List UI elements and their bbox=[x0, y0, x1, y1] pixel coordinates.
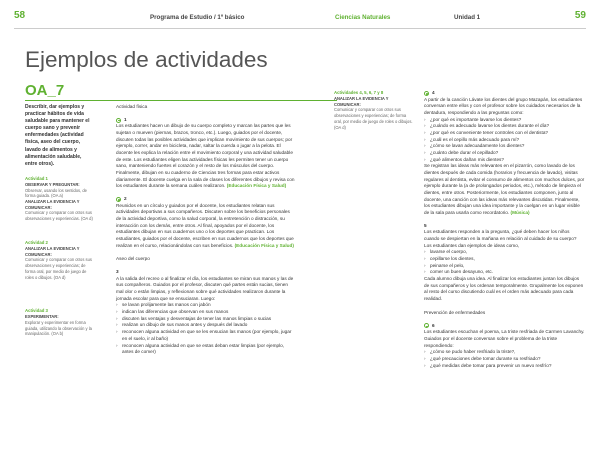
activity-number: 1 bbox=[116, 117, 296, 124]
list-item: › indican las diferencias que observan en sus manos bbox=[116, 309, 296, 316]
list-item: › ¿cómo se pudo haber resfriado la triste?, bbox=[424, 349, 585, 356]
activity-number: 4 bbox=[424, 90, 585, 97]
activity-bullet-icon bbox=[424, 91, 429, 96]
tag-description: Explorar y experimentar en forma guiada, utilizando la observación y la manipulación. (OA b) bbox=[25, 319, 92, 337]
activity-number: 5 bbox=[424, 222, 427, 228]
activity-text: Los estudiantes hacen un dibujo de su cuerpo completo y marcan las partes que les sujetan o mueven (piernas, brazos, tronco, etc.). Luego, guiados por el docente, discuten todas las posibles actividades que implican movimiento de sus cuerpos; por ejemplo, correr, andar en bicicleta, nadar, saltar la cuerda o jugar a la pelota. El docente les explica la relación entre el movimiento corporal y una actividad saludable de este. Los estudiantes eligen las actividades físicas les permiten tener un cuerpo sano, manteniendo fuertes el corazón y el resto de los músculos del cuerpo. Finalmente, dibujan en su cuaderno de Ciencias tres formas para estar activos diariamente. El docente cuelga en la sala de clases los diferentes dibujos y revisa con los estudiantes durante la semana cuáles realizaron. (Educación Física y Salud) bbox=[116, 123, 295, 189]
activity-list bbox=[424, 349, 585, 369]
tag-heading: Actividad 2 bbox=[25, 239, 48, 245]
activities-column-left bbox=[116, 104, 296, 356]
list-item: › comer un buen desayuno, etc. bbox=[424, 269, 585, 276]
list-item: › ¿cuándo es adecuado lavarse los dientes durante el día? bbox=[424, 123, 585, 130]
activity-text: Los estudiantes escuchan el poema, La triste resfriada de Carmen Lavanchy. Guiados por el docente conversan sobre el problema de la triste respondiendo: bbox=[424, 329, 585, 348]
page-title: Ejemplos de actividades bbox=[25, 47, 268, 72]
activity-list bbox=[116, 302, 296, 355]
list-item: › reconocen alguna actividad en que se estas deban estar limpias (por ejemplo, antes de comer) bbox=[116, 343, 296, 356]
list-item: › cepillarse los dientes, bbox=[424, 256, 585, 263]
activity-list bbox=[424, 249, 585, 276]
page-number-left: 58 bbox=[14, 10, 26, 21]
subject-label: Ciencias Naturales bbox=[335, 14, 391, 21]
list-item: › lavarse el cuerpo, bbox=[424, 249, 585, 256]
list-item: › ¿qué precauciones debe tomar durante su resfriado? bbox=[424, 356, 585, 363]
skills-column-right bbox=[334, 90, 414, 130]
activity-text: A partir de la canción Lávate los dientes del grupo Mazapán, los estudiantes conversan entre ellos y con el profesor sobre los cuidados necesarios de la dentadura, respondiendo a las preguntas como: bbox=[424, 96, 583, 116]
list-item: › ¿cuánto debe durar el cepillado? bbox=[424, 150, 585, 157]
list-item: › reconocen alguna actividad en que se les ensucian las manos (por ejemplo, jugar en el suelo, ir al baño) bbox=[116, 329, 296, 342]
activity-text: Los estudiantes responden a la pregunta, ¿qué deben hacer los niños cuando se despiertan en la mañana en relación al cuidado de su cuerpo? Los estudiantes dan ejemplos de ideas como, bbox=[424, 229, 577, 248]
list-item: › discuten las ventajas y desventajas de tener las manos limpias o sucias bbox=[116, 316, 296, 323]
skill-tag-activity-1 bbox=[25, 176, 95, 222]
objective-divider bbox=[25, 100, 337, 101]
tag-heading: Actividad 1 bbox=[25, 175, 48, 181]
tag-heading: Actividad 3 bbox=[25, 308, 48, 314]
tag-skill: ANALIZAR LA EVIDENCIA Y COMUNICAR: bbox=[25, 199, 80, 210]
tag-skill: ANALIZAR LA EVIDENCIA Y COMUNICAR: bbox=[25, 245, 80, 257]
list-item: › ¿cuál es el cepillo más adecuado para mí? bbox=[424, 137, 585, 144]
tag-description: Comunicar y comparar con otros sus observaciones y experiencias. (OA d) bbox=[25, 210, 93, 222]
tag-heading: Actividades 4, 5, 6, 7 y 8 bbox=[334, 90, 384, 95]
section-heading: Actividad física bbox=[116, 104, 148, 109]
program-label: Programa de Estudio / 1º básico bbox=[150, 14, 245, 21]
list-item: › ¿qué medidas debe tomar para prevenir un nuevo resfrío? bbox=[424, 363, 585, 370]
skill-tag-activity-2 bbox=[25, 240, 95, 280]
objective-description: Describir, dar ejemplos y practicar hábitos de vida saludable para mantener el cuerpo sano y prevenir enfermedades (actividad física, aseo del cuerpo, lavado de alimentos y alimentación saludable, entre otros). bbox=[25, 104, 90, 167]
activity-bullet-icon bbox=[424, 323, 429, 328]
tag-description: Comunicar y comparar con otros sus observaciones y experiencias; de forma oral, por medio de juego de roles o dibujos. (OA d) bbox=[334, 107, 413, 130]
objective-column bbox=[25, 104, 95, 337]
list-item: › ¿qué alimentos dañan mis dientes? bbox=[424, 157, 585, 164]
list-item: › ¿por qué es importante lavarse los dientes? bbox=[424, 117, 585, 124]
activity-text: Se registran las ideas más relevantes en el pizarrón, como lavado de los dientes después de cada comida (horarios y frecuencia de lavado), visitas regulares al dentista, evitar el consumo de alimentos con muchos dulces, por ejemplo durante la (a de prolongados periodos, etc.), método de limpieza el dientes, entre otros. Posteriormente, los estudiantes componen, junto al docente, una canción con las ideas más relevantes discutidas. Finalmente, los estudiantes dibujan una idea importante y la cuelgan en un lugar visible de la sala para usarla como recordatorio. (Música) bbox=[424, 163, 585, 216]
activity-number: 6 bbox=[424, 323, 585, 330]
activity-bullet-icon bbox=[116, 118, 121, 123]
activity-text: Cada alumno dibuja una idea. Al finalizar los estudiantes juntan los dibujos de sus compañeros y los ordenan temporalmente. Grupalmente los exponen al resto del curso discutiendo cuál es el orden más adecuado para cada realidad. bbox=[424, 276, 584, 302]
subject-link: (Educación Física y Salud) bbox=[234, 242, 294, 248]
activity-bullet-icon bbox=[116, 197, 121, 202]
tag-skill: ANALIZAR LA EVIDENCIA Y COMUNICAR: bbox=[334, 96, 389, 107]
activity-list bbox=[424, 117, 585, 164]
subject-link: (Música) bbox=[510, 210, 530, 216]
tag-skill: OBSERVAR Y PREGUNTAR: bbox=[25, 181, 80, 187]
activity-number: 3 bbox=[116, 269, 119, 275]
tag-skill: EXPERIMENTAR: bbox=[25, 314, 59, 320]
section-heading: Prevención de enfermedades bbox=[424, 309, 486, 315]
activity-text: A la salida del recreo o al finalizar el día, los estudiantes se miran sus manos y las de sus compañeros. Guiados por el profesor, discuten qué partes están sucias, tienen mal olor o están limpias, y reflexionan sobre qué actividades realizaron durante la jornada escolar para que se ensuciaran. Luego: bbox=[116, 275, 294, 301]
skill-tag-activity-3 bbox=[25, 308, 95, 337]
objective-code: OA_7 bbox=[25, 82, 65, 99]
tag-description: Observar, usando los sentidos, de forma guiada. (OA a) bbox=[25, 187, 87, 199]
subject-link: (Educación Física y Salud) bbox=[226, 183, 287, 189]
activity-number: 2 bbox=[116, 196, 296, 203]
skill-tag-activities-4-8 bbox=[334, 90, 414, 130]
page-number-right: 59 bbox=[574, 10, 586, 21]
page-header bbox=[0, 8, 600, 24]
activity-text: Reunidos en un círculo y guiados por el docente, los estudiantes relatan sus actividades deportivas a sus compañeros. Discuten sobre los beneficios personales de la actividad deportiva, como la salud corporal, la entretención o distracción, su interacción con los demás, entre otros. Al final, apoyados por el docente, los estudiantes dibujan en sus cuadernos uno o los deportes que practican. Los estudiantes, guiados por el docente, escriben en sus cuadernos que los deportes que realizan en el curso, relacionándolas con sus beneficios. (Educación Física y Salud) bbox=[116, 202, 294, 248]
list-item: › ¿por qué es conveniente tener controles con el dentista? bbox=[424, 130, 585, 137]
list-item: › ¿cómo se lavan adecuadamente los dientes? bbox=[424, 143, 585, 150]
activities-column-right bbox=[424, 90, 585, 369]
tag-description: Comunicar y comparar con otros sus observaciones y experiencias; de forma oral, por medio de juego de roles o dibujos. (OA d) bbox=[25, 257, 92, 280]
header-divider bbox=[14, 28, 586, 29]
list-item: › peinarse el pelo, bbox=[424, 263, 585, 270]
section-heading: Aseo del cuerpo bbox=[116, 256, 150, 262]
unit-label: Unidad 1 bbox=[454, 14, 481, 21]
list-item: › se lavan prolijamente las manos con jabón bbox=[116, 302, 296, 309]
list-item: › realizan un dibujo de sus manos antes y después del lavado bbox=[116, 322, 296, 329]
